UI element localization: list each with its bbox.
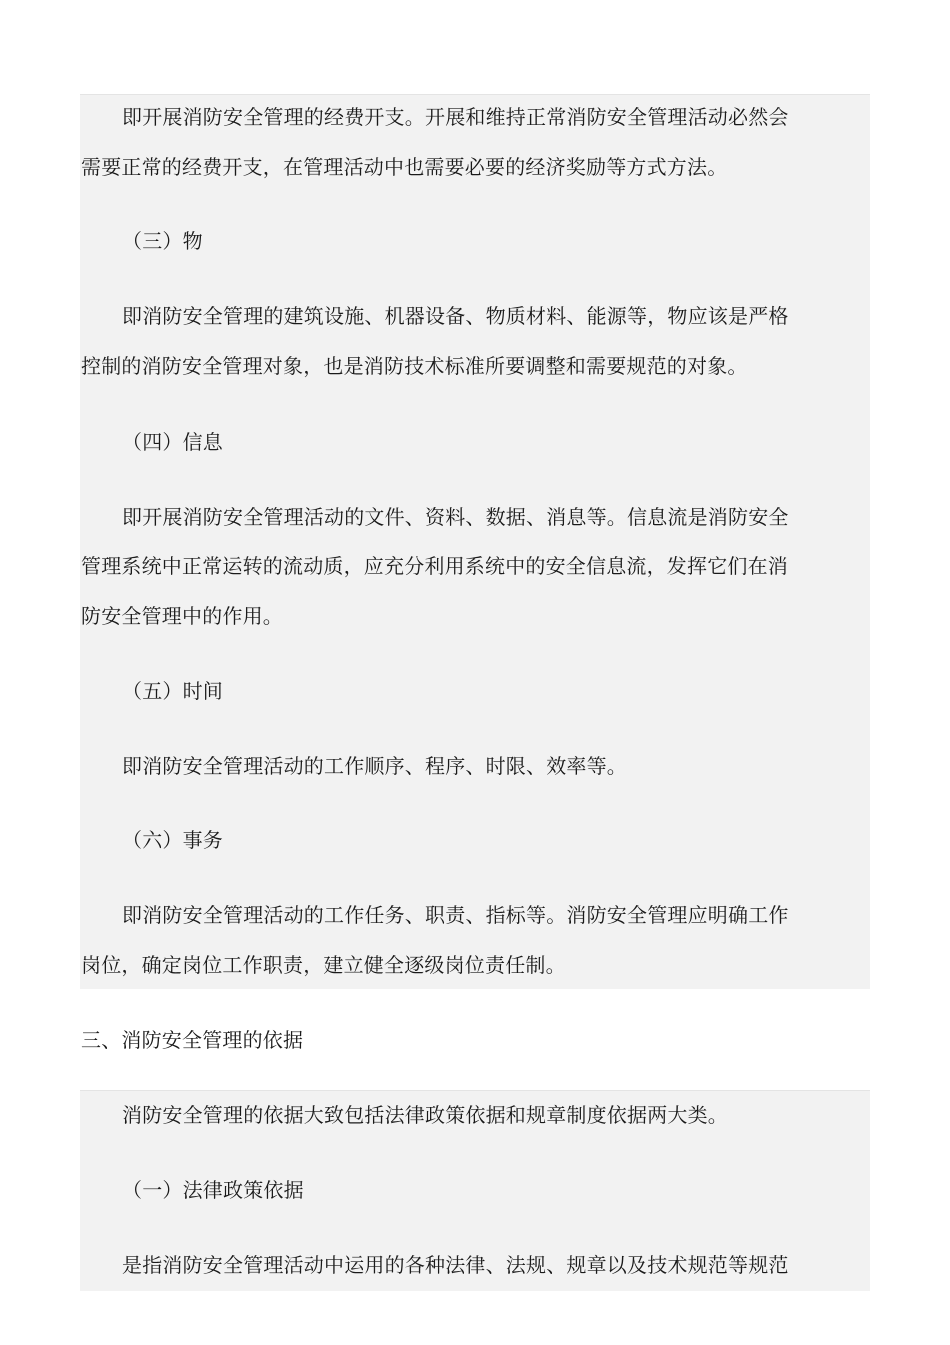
paragraph-information-line-1: 即开展消防安全管理活动的文件、资料、数据、消息等。信息流是消防安全	[122, 505, 789, 529]
section-heading-basis: 三、消防安全管理的依据	[81, 1028, 304, 1052]
subheading-time: （五）时间	[122, 679, 223, 703]
paragraph-legal-basis-line-1: 是指消防安全管理活动中运用的各种法律、法规、规章以及技术规范等规范	[122, 1253, 789, 1277]
paragraph-information-line-3: 防安全管理中的作用。	[81, 604, 283, 628]
paragraph-materials-line-1: 即消防安全管理的建筑设施、机器设备、物质材料、能源等，物应该是严格	[122, 304, 789, 328]
paragraph-information-line-2: 管理系统中正常运转的流动质，应充分利用系统中的安全信息流，发挥它们在消	[81, 554, 788, 578]
subheading-legal-basis: （一）法律政策依据	[122, 1178, 304, 1202]
subheading-materials: （三）物	[122, 229, 203, 253]
paragraph-time: 即消防安全管理活动的工作顺序、程序、时限、效率等。	[122, 754, 627, 778]
subheading-information: （四）信息	[122, 430, 223, 454]
paragraph-materials-line-2: 控制的消防安全管理对象，也是消防技术标准所要调整和需要规范的对象。	[81, 354, 748, 378]
paragraph-funds-line-2: 需要正常的经费开支，在管理活动中也需要必要的经济奖励等方式方法。	[81, 155, 728, 179]
subheading-affairs: （六）事务	[122, 828, 223, 852]
paragraph-affairs-line-2: 岗位，确定岗位工作职责，建立健全逐级岗位责任制。	[81, 953, 566, 977]
paragraph-funds-line-1: 即开展消防安全管理的经费开支。开展和维持正常消防安全管理活动必然会	[122, 105, 789, 129]
paragraph-affairs-line-1: 即消防安全管理活动的工作任务、职责、指标等。消防安全管理应明确工作	[122, 903, 789, 927]
paragraph-basis-intro: 消防安全管理的依据大致包括法律政策依据和规章制度依据两大类。	[122, 1103, 728, 1127]
